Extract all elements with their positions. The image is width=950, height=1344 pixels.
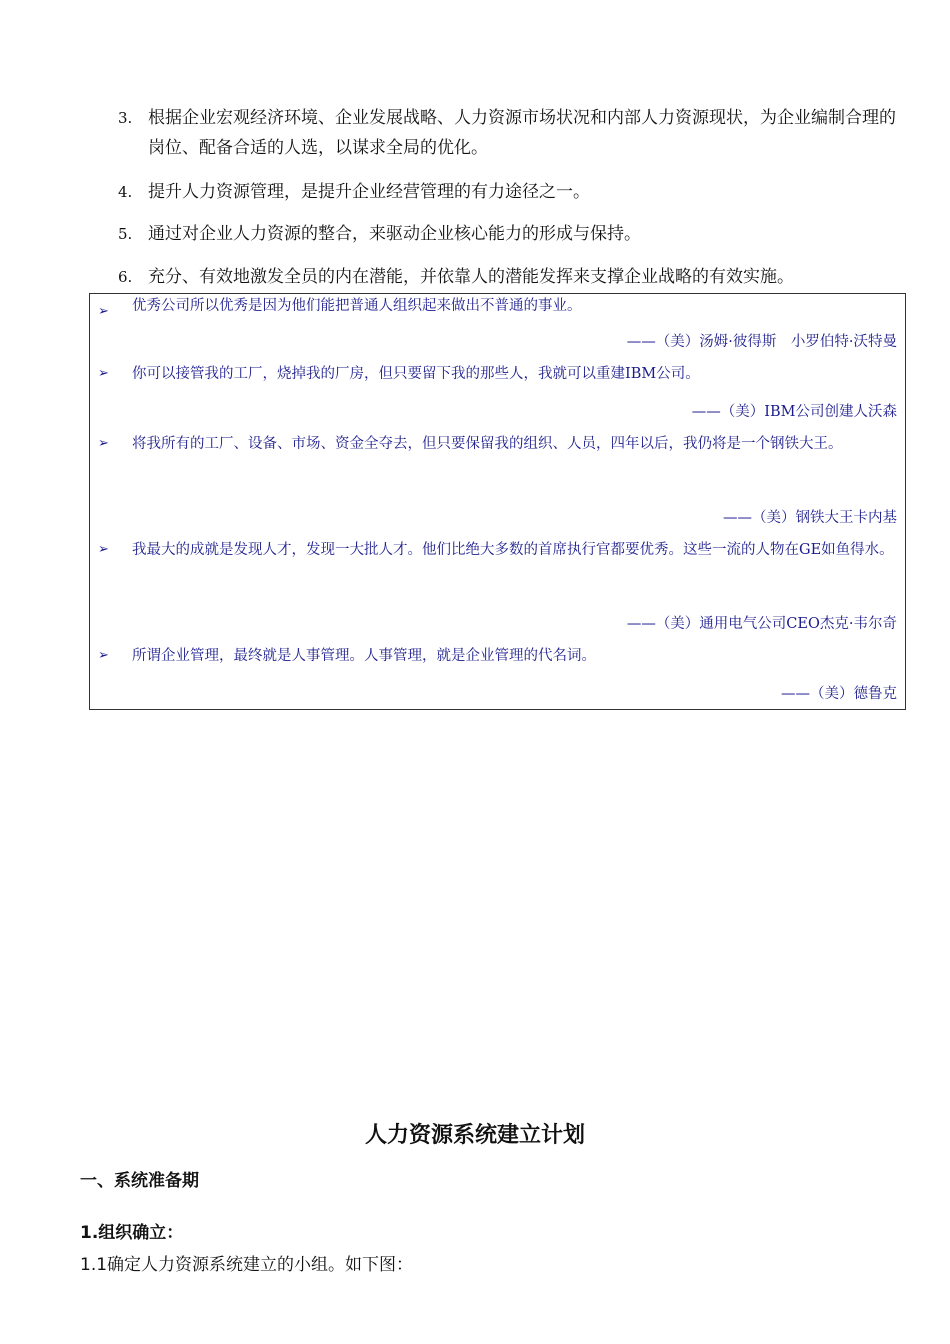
arrow-bullet-icon: ➢ <box>98 648 109 663</box>
arrow-bullet-icon: ➢ <box>98 436 109 451</box>
quote-text: 你可以接管我的工厂，烧掉我的厂房，但只要留下我的那些人，我就可以重建IBM公司。 <box>132 366 700 382</box>
list-number: 4. <box>118 183 133 201</box>
section-heading: 一、系统准备期 <box>80 1171 199 1191</box>
arrow-bullet-icon: ➢ <box>98 542 109 557</box>
list-item <box>118 103 908 163</box>
quote-text: 优秀公司所以优秀是因为他们能把普通人组织起来做出不普通的事业。 <box>132 298 582 314</box>
paragraph: 1.1确定人力资源系统建立的小组。如下图： <box>80 1255 414 1275</box>
list-number: 6. <box>118 268 133 286</box>
list-text: 根据企业宏观经济环境、企业发展战略、人力资源市场状况和内部人力资源现状，为企业编制合理的岗位、配备合适的人选，以谋求全局的优化。 <box>148 108 896 158</box>
quote-box <box>89 293 906 710</box>
page-title: 人力资源系统建立计划 <box>364 1123 585 1148</box>
subsection-heading: 1.组织确立： <box>80 1223 184 1243</box>
quote-attribution: ——（美）通用电气公司CEO杰克·韦尔奇 <box>626 616 897 632</box>
arrow-bullet-icon: ➢ <box>98 366 109 381</box>
list-item <box>118 219 908 249</box>
quote-attribution: ——（美）德鲁克 <box>781 686 897 702</box>
arrow-bullet-icon: ➢ <box>98 304 109 319</box>
quote-text: 将我所有的工厂、设备、市场、资金全夺去，但只要保留我的组织、人员，四年以后，我仍将是一个钢铁大王。 <box>132 436 843 452</box>
quote-attribution: ——（美）IBM公司创建人沃森 <box>691 404 897 420</box>
list-item <box>118 177 908 207</box>
list-number: 3. <box>118 109 133 127</box>
quote-attribution: ——（美）汤姆·彼得斯 小罗伯特·沃特曼 <box>626 334 897 350</box>
quote-text: 我最大的成就是发现人才，发现一大批人才。他们比绝大多数的首席执行官都要优秀。这些一流的人物在GE如鱼得水。 <box>132 542 894 558</box>
list-text: 通过对企业人力资源的整合，来驱动企业核心能力的形成与保持。 <box>148 224 641 244</box>
quote-attribution: ——（美）钢铁大王卡内基 <box>723 510 897 526</box>
quote-text: 所谓企业管理，最终就是人事管理。人事管理，就是企业管理的代名词。 <box>132 648 596 664</box>
list-text: 充分、有效地激发全员的内在潜能，并依靠人的潜能发挥来支撑企业战略的有效实施。 <box>148 267 794 287</box>
list-number: 5. <box>118 225 133 243</box>
list-text: 提升人力资源管理，是提升企业经营管理的有力途径之一。 <box>148 182 590 202</box>
